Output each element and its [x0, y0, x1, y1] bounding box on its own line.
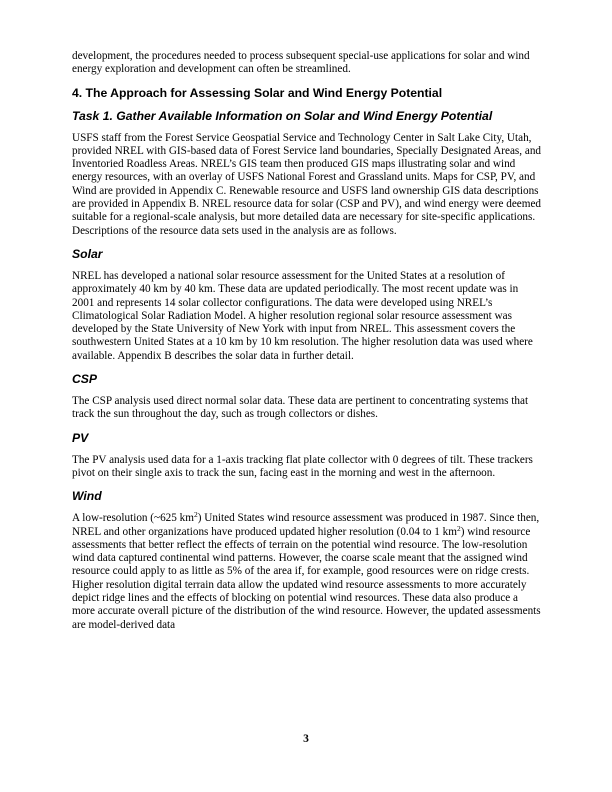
superscript-2: 2	[456, 523, 461, 533]
task-paragraph: USFS staff from the Forest Service Geospatial Service and Technology Center in Salt Lake City, Utah, provided NREL with GIS-based data of Forest Service land boundaries, Specially Designated Areas, and Inventoried Roadless Areas. NREL’s GIS team then produced GIS maps illustrating solar and wind energy resources, with an overlay of USFS National Forest and Grassland units. Maps for CSP, PV, and Wind are provided in Appendix C. Renewable resource and USFS land ownership GIS data descriptions are provided in Appendix B. NREL resource data for solar (CSP and PV), and wind energy were deemed suitable for a regional-scale analysis, but more detailed data are necessary for site-specific applications. Descriptions of the resource data sets used in the analysis are as follows.	[72, 131, 542, 237]
csp-paragraph: The CSP analysis used direct normal solar data. These data are pertinent to concentrating systems that track the sun throughout the day, such as trough collectors or dishes.	[72, 395, 529, 421]
page-number: 3	[303, 733, 309, 745]
document-page	[72, 50, 542, 641]
task-heading: Task 1. Gather Available Information on Solar and Wind Energy Potential	[72, 108, 493, 123]
pv-paragraph: The PV analysis used data for a 1-axis tracking flat plate collector with 0 degrees of tilt. These trackers pivot on their single axis to track the sun, facing east in the morning and west in the afternoon.	[72, 453, 533, 479]
wind-text-part-2: ) United States wind resource assessment was produced in 1987. Since then, NREL and other organizations have produced updated higher resolution (0.04 to 1 km	[72, 512, 540, 538]
wind-paragraph	[72, 512, 542, 632]
wind-heading: Wind	[72, 489, 102, 504]
solar-paragraph: NREL has developed a national solar resource assessment for the United States at a resolution of approximately 40 km by 40 km. These data are updated periodically. The most recent update was in 2001 and represents 14 solar collector configurations. The data were developed using NREL’s Climatological Solar Radiation Model. A higher resolution regional solar resource assessment was developed by the State University of New York with input from NREL. This assessment covers the southwestern United States at a 10 km by 10 km resolution. The higher resolution data was used where available. Appendix B describes the solar data in further detail.	[72, 269, 533, 362]
wind-text-part-1: A low-resolution (~625 km	[72, 512, 194, 525]
pv-heading: PV	[72, 430, 89, 445]
intro-paragraph: development, the procedures needed to process subsequent special-use applications for solar and wind energy exploration and development can often be streamlined.	[72, 50, 530, 76]
wind-text-part-3: ) wind resource assessments that better reflect the effects of terrain on the potential wind resource. The low-resolution wind data captured continental wind patterns. However, the coarse scale meant that the assigned wind resource could apply to as little as 5% of the area if, for example, good resources were on ridge crests. Higher resolution digital terrain data allow the updated wind resource assessments to more accurately depict ridge lines and the effects of blocking on potential wind resources. These data also produce a more accurate overall picture of the distribution of the wind resource. However, the updated assessments are model-derived data	[72, 525, 541, 631]
section-heading: 4. The Approach for Assessing Solar and Wind Energy Potential	[72, 85, 443, 100]
csp-heading: CSP	[72, 372, 98, 387]
solar-heading: Solar	[72, 246, 103, 261]
superscript-2: 2	[193, 510, 198, 520]
